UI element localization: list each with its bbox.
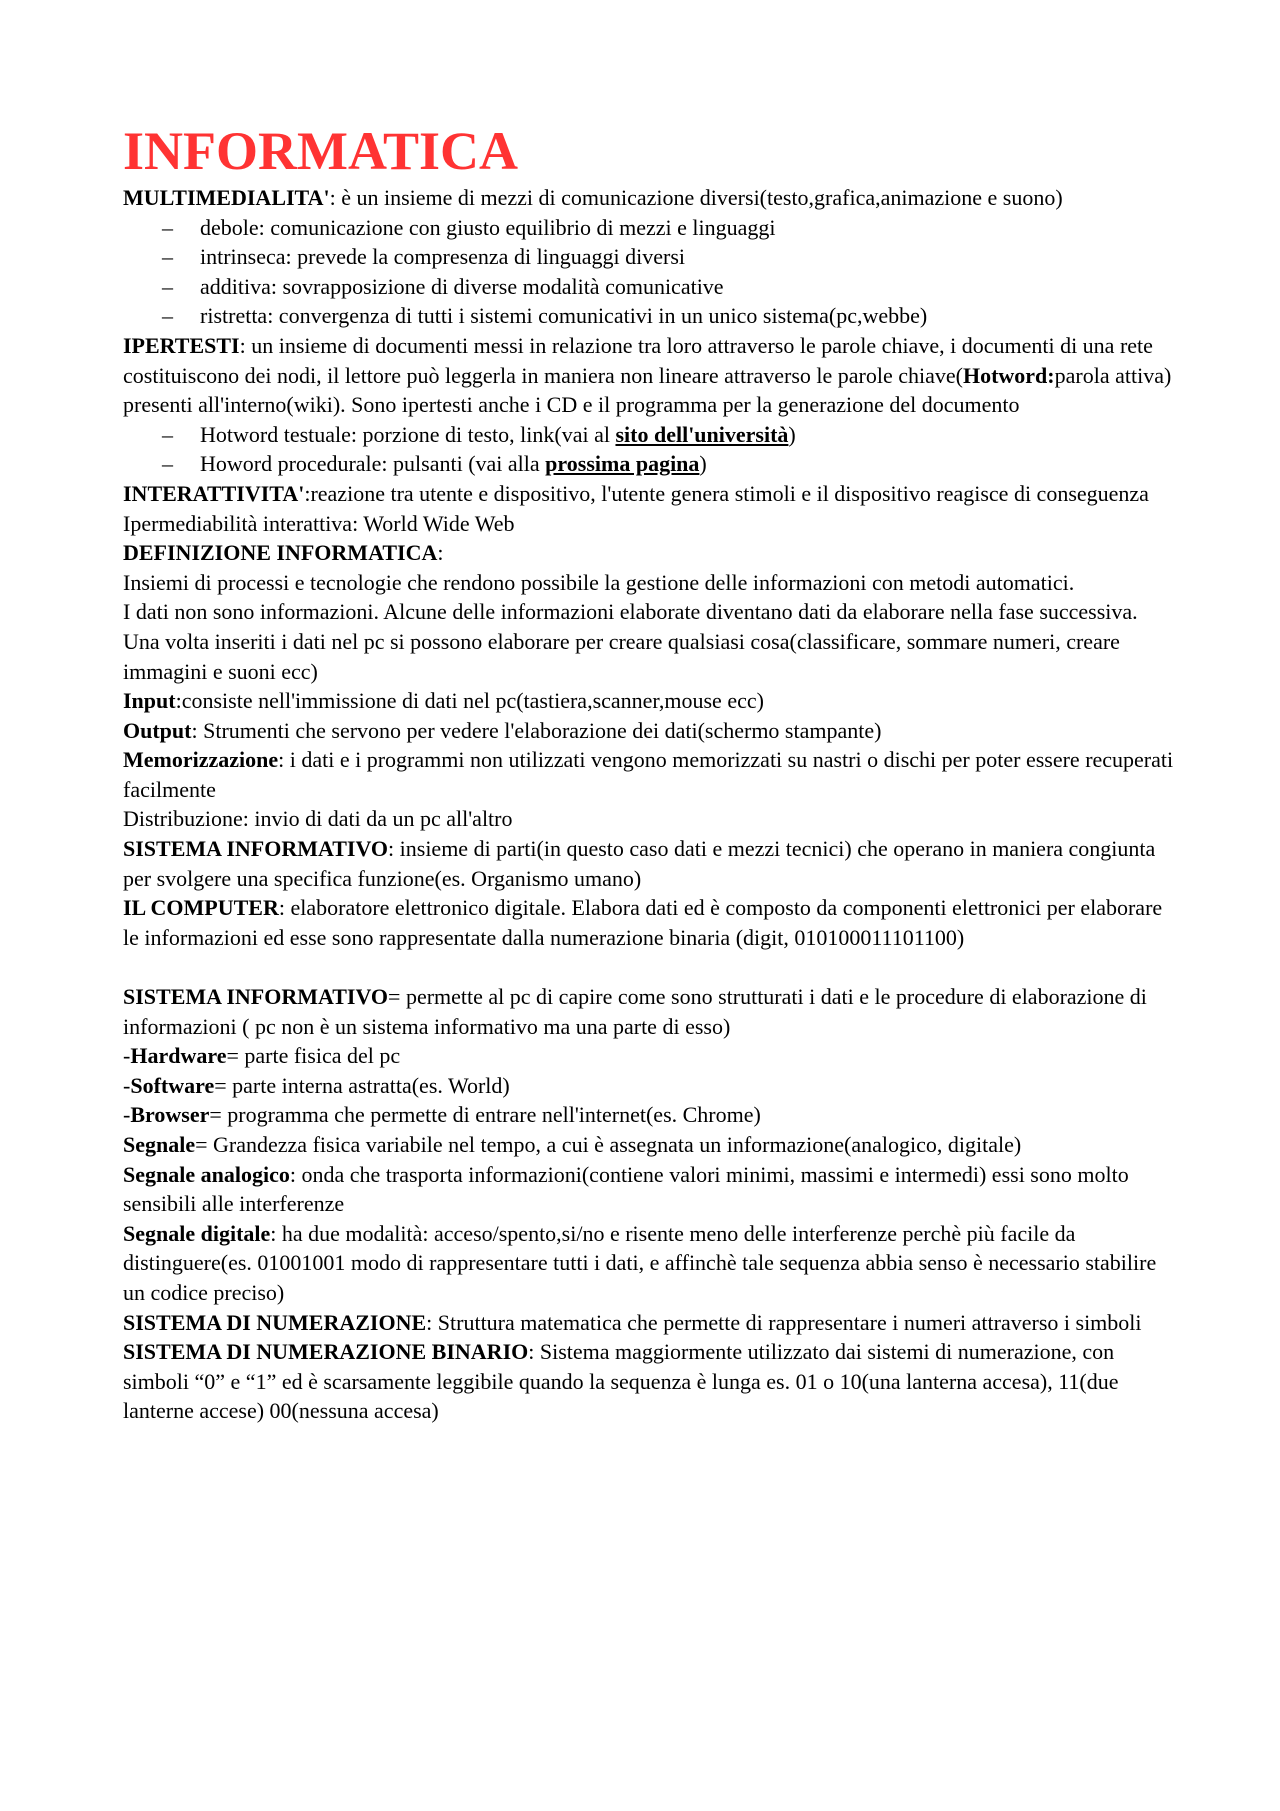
sistema-binario-paragraph: SISTEMA DI NUMERAZIONE BINARIO: Sistema maggiormente utilizzato dai sistemi di numerazione, con simboli “0” e “1” ed è scarsamente leggibile quando la sequenza è lunga es. 01 o 10(una lanterna accesa), 11(due lanterne accese) 00(nessuna accesa) — [123, 1339, 1119, 1424]
next-page-link[interactable]: prossima pagina — [545, 451, 700, 477]
multimedialita-list — [123, 213, 1175, 331]
segnale-digitale-paragraph: Segnale digitale: ha due modalità: acceso/spento,si/no e risente meno delle interferenze perchè più facile da distinguere(es. 01001001 modo di rappresentare tutti i dati, e affinchè tale sequenza abbia senso è necessario stabilire un codice preciso) — [123, 1220, 1157, 1305]
definizione-paragraph-2: I dati non sono informazioni. Alcune delle informazioni elaborate diventano dati da elaborare nella fase successiva. Una volta inseriti i dati nel pc si possono elaborare per creare qualsiasi cosa(classificare, sommare numeri, creare immagini e suoni ecc) — [123, 599, 1138, 684]
interattivita-paragraph: INTERATTIVITA':reazione tra utente e dispositivo, l'utente genera stimoli e il dispositivo reagisce di conseguenza — [123, 480, 1149, 506]
browser-line: -Browser= programma che permette di entrare nell'internet(es. Chrome) — [123, 1102, 761, 1128]
sistema-numerazione-paragraph: SISTEMA DI NUMERAZIONE: Struttura matematica che permette di rappresentare i numeri attraverso i simboli — [123, 1309, 1142, 1335]
list-item: – Hotword testuale: porzione di testo, link(vai al sito dell'università) — [123, 420, 1175, 450]
dash-bullet-icon: – — [162, 421, 173, 447]
definizione-paragraph-1: Insiemi di processi e tecnologie che rendono possibile la gestione delle informazioni con metodi automatici. — [123, 569, 1075, 595]
interattivita-term: INTERATTIVITA' — [123, 480, 305, 506]
segnale-analogico-paragraph: Segnale analogico: onda che trasporta informazioni(contiene valori minimi, massimi e intermedi) essi sono molto sensibili alle interferenze — [123, 1161, 1129, 1217]
list-item: – debole: comunicazione con giusto equilibrio di mezzi e linguaggi — [123, 213, 1175, 243]
list-item: – Howord procedurale: pulsanti (vai alla prossima pagina) — [123, 449, 1175, 479]
blank-line — [123, 952, 1175, 982]
dash-bullet-icon: – — [162, 451, 173, 477]
list-item: – ristretta: convergenza di tutti i sistemi comunicativi in un unico sistema(pc,webbe) — [123, 301, 1175, 331]
multimedialita-paragraph — [123, 183, 1175, 213]
memorizzazione-paragraph: Memorizzazione: i dati e i programmi non utilizzati vengono memorizzati su nastri o dischi per poter essere recuperati facilmente — [123, 747, 1174, 802]
sistema-informativo-paragraph-1: SISTEMA INFORMATIVO: insieme di parti(in questo caso dati e mezzi tecnici) che operano in maniera congiunta per svolgere una specifica funzione(es. Organismo umano) — [123, 836, 1156, 891]
ipertesti-term: IPERTESTI — [123, 332, 240, 358]
multimedialita-term: MULTIMEDIALITA' — [123, 185, 330, 210]
software-line: -Software= parte interna astratta(es. World) — [123, 1072, 510, 1098]
university-site-link[interactable]: sito dell'università — [615, 421, 789, 447]
output-paragraph: Output: Strumenti che servono per vedere l'elaborazione dei dati(schermo stampante) — [123, 717, 882, 743]
multimedialita-text: : è un insieme di mezzi di comunicazione diversi(testo,grafica,animazione e suono) — [329, 185, 1063, 210]
list-item: – intrinseca: prevede la compresenza di linguaggi diversi — [123, 242, 1175, 272]
ipermediabilita-line: Ipermediabilità interattiva: World Wide Web — [123, 510, 515, 536]
ipertesti-paragraph: IPERTESTI: un insieme di documenti messi in relazione tra loro attraverso le parole chiave, i documenti di una rete costituiscono dei nodi, il lettore può leggerla in maniera non lineare attraverso le parole chiave(Hotword:parola attiva) presenti all'interno(wiki). Sono ipertesti anche i CD e il programma per la generazione del documento — [123, 332, 1172, 418]
computer-paragraph: IL COMPUTER: elaboratore elettronico digitale. Elabora dati ed è composto da componenti elettronici per elaborare le informazioni ed esse sono rappresentate dalla numerazione binaria (digit, 010100011101100) — [123, 895, 1163, 950]
definizione-heading: DEFINIZIONE INFORMATICA: — [123, 540, 444, 566]
document-page — [123, 123, 1175, 1426]
dash-bullet-icon: – — [162, 244, 173, 270]
page-title: INFORMATICA — [123, 121, 518, 181]
sistema-informativo-paragraph-2: SISTEMA INFORMATIVO= permette al pc di capire come sono strutturati i dati e le procedure di elaborazione di informazioni ( pc non è un sistema informativo ma una parte di esso) — [123, 984, 1147, 1039]
hotword-term: Hotword: — [962, 362, 1055, 388]
input-paragraph: Input:consiste nell'immissione di dati nel pc(tastiera,scanner,mouse ecc) — [123, 688, 764, 714]
distribuzione-paragraph: Distribuzione: invio di dati da un pc all'altro — [123, 806, 513, 832]
dash-bullet-icon: – — [162, 303, 173, 329]
segnale-paragraph: Segnale= Grandezza fisica variabile nel tempo, a cui è assegnata un informazione(analogico, digitale) — [123, 1132, 1022, 1157]
hardware-line: -Hardware= parte fisica del pc — [123, 1043, 401, 1069]
ipertesti-list — [123, 420, 1175, 479]
dash-bullet-icon: – — [162, 214, 173, 240]
dash-bullet-icon: – — [162, 273, 173, 299]
list-item: – additiva: sovrapposizione di diverse modalità comunicative — [123, 272, 1175, 302]
